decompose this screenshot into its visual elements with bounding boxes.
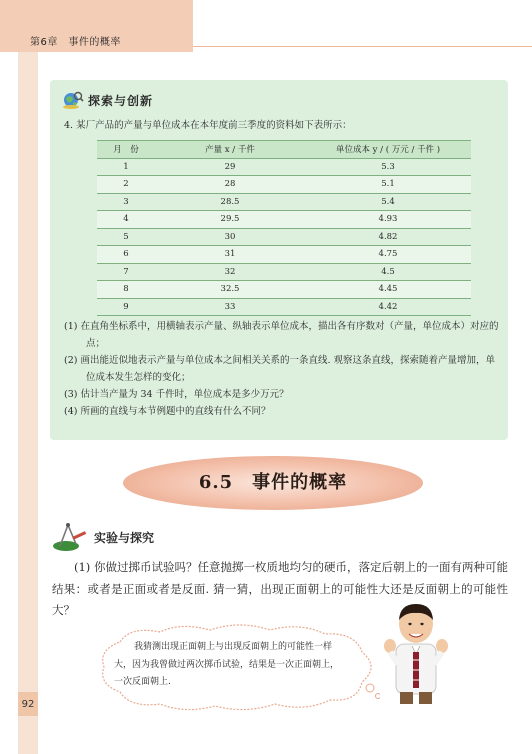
table-row: [97, 158, 471, 176]
problem-intro: 4. 某厂产品的产量与单位成本在本年度前三季度的资料如下表所示：: [64, 120, 352, 131]
globe-magnifier-icon: [62, 90, 84, 110]
table-cell: 29.5: [155, 211, 305, 229]
table-row: [97, 298, 471, 316]
table-cell: 5: [97, 228, 155, 246]
table-cell: 4.82: [305, 228, 471, 246]
left-margin-strip: [18, 52, 38, 754]
bubble-text: 我猜测出现正面朝上与出现反面朝上的可能性一样大，因为我曾做过两次掷币试验，结果是一次正面朝上，一次反面朝上.: [114, 642, 340, 687]
table-cell: 29: [155, 158, 305, 176]
table-cell: 3: [97, 193, 155, 211]
table-cell: 9: [97, 298, 155, 316]
table-cell: 4: [97, 211, 155, 229]
chapter-label: 第6章 事件的概率: [30, 37, 121, 48]
table-cell: 5.4: [305, 193, 471, 211]
data-table: [97, 140, 471, 316]
experiment-heading: [52, 522, 154, 552]
table-cell: 7: [97, 263, 155, 281]
table-cell: 32: [155, 263, 305, 281]
section-title: 6.5 事件的概率: [198, 472, 348, 493]
table-cell: 28.5: [155, 193, 305, 211]
table-cell: 6: [97, 246, 155, 264]
table-row: [97, 193, 471, 211]
table-cell: 31: [155, 246, 305, 264]
table-cell: 4.5: [305, 263, 471, 281]
table-cell: 4.42: [305, 298, 471, 316]
table-cell: 8: [97, 281, 155, 299]
question-item: (2) 画出能近似地表示产量与单位成本之间相关关系的一条直线. 观察这条直线，探索随着产量增加，单位成本发生怎样的变化；: [64, 355, 496, 383]
table-cell: 5.1: [305, 176, 471, 194]
question-item: (3) 估计当产量为 34 千件时，单位成本是多少万元？: [64, 389, 289, 400]
compass-ruler-icon: [52, 522, 88, 552]
table-cell: 4.93: [305, 211, 471, 229]
header-rule: [193, 46, 532, 47]
question-list: [64, 318, 500, 420]
experiment-title: 实验与探究: [94, 530, 155, 545]
table-cell: 5.3: [305, 158, 471, 176]
table-cell: 4.45: [305, 281, 471, 299]
table-row: [97, 228, 471, 246]
page-header: [0, 0, 532, 52]
column-header: 产量 x / 千件: [155, 141, 305, 159]
table-cell: 4.75: [305, 246, 471, 264]
page-number: 92: [18, 692, 38, 716]
table-cell: 33: [155, 298, 305, 316]
table-cell: 28: [155, 176, 305, 194]
column-header: 单位成本 y / ( 万元 / 千件 ): [305, 141, 471, 159]
table-row: [97, 211, 471, 229]
question-item: (4) 所画的直线与本节例题中的直线有什么不同？: [64, 406, 271, 417]
table-header-row: [97, 141, 471, 159]
table-row: [97, 263, 471, 281]
table-row: [97, 176, 471, 194]
explore-heading: [62, 90, 153, 110]
table-cell: 32.5: [155, 281, 305, 299]
table-row: [97, 281, 471, 299]
table-cell: 2: [97, 176, 155, 194]
table-cell: 1: [97, 158, 155, 176]
table-cell: 30: [155, 228, 305, 246]
experiment-paragraph: (1) 你做过掷币试验吗？任意抛掷一枚质地均匀的硬币，落定后朝上的一面有两种可能结果：或者是正面或者是反面. 猜一猜，出现正面朝上的可能性大还是反面朝上的可能性大？: [52, 560, 508, 617]
explore-title: 探索与创新: [88, 93, 154, 108]
question-item: (1) 在直角坐标系中，用横轴表示产量、纵轴表示单位成本，描出各有序数对（产量，单位成本）对应的点；: [64, 321, 499, 349]
table-row: [97, 246, 471, 264]
column-header: 月 份: [97, 141, 155, 159]
boy-illustration: [382, 598, 450, 706]
